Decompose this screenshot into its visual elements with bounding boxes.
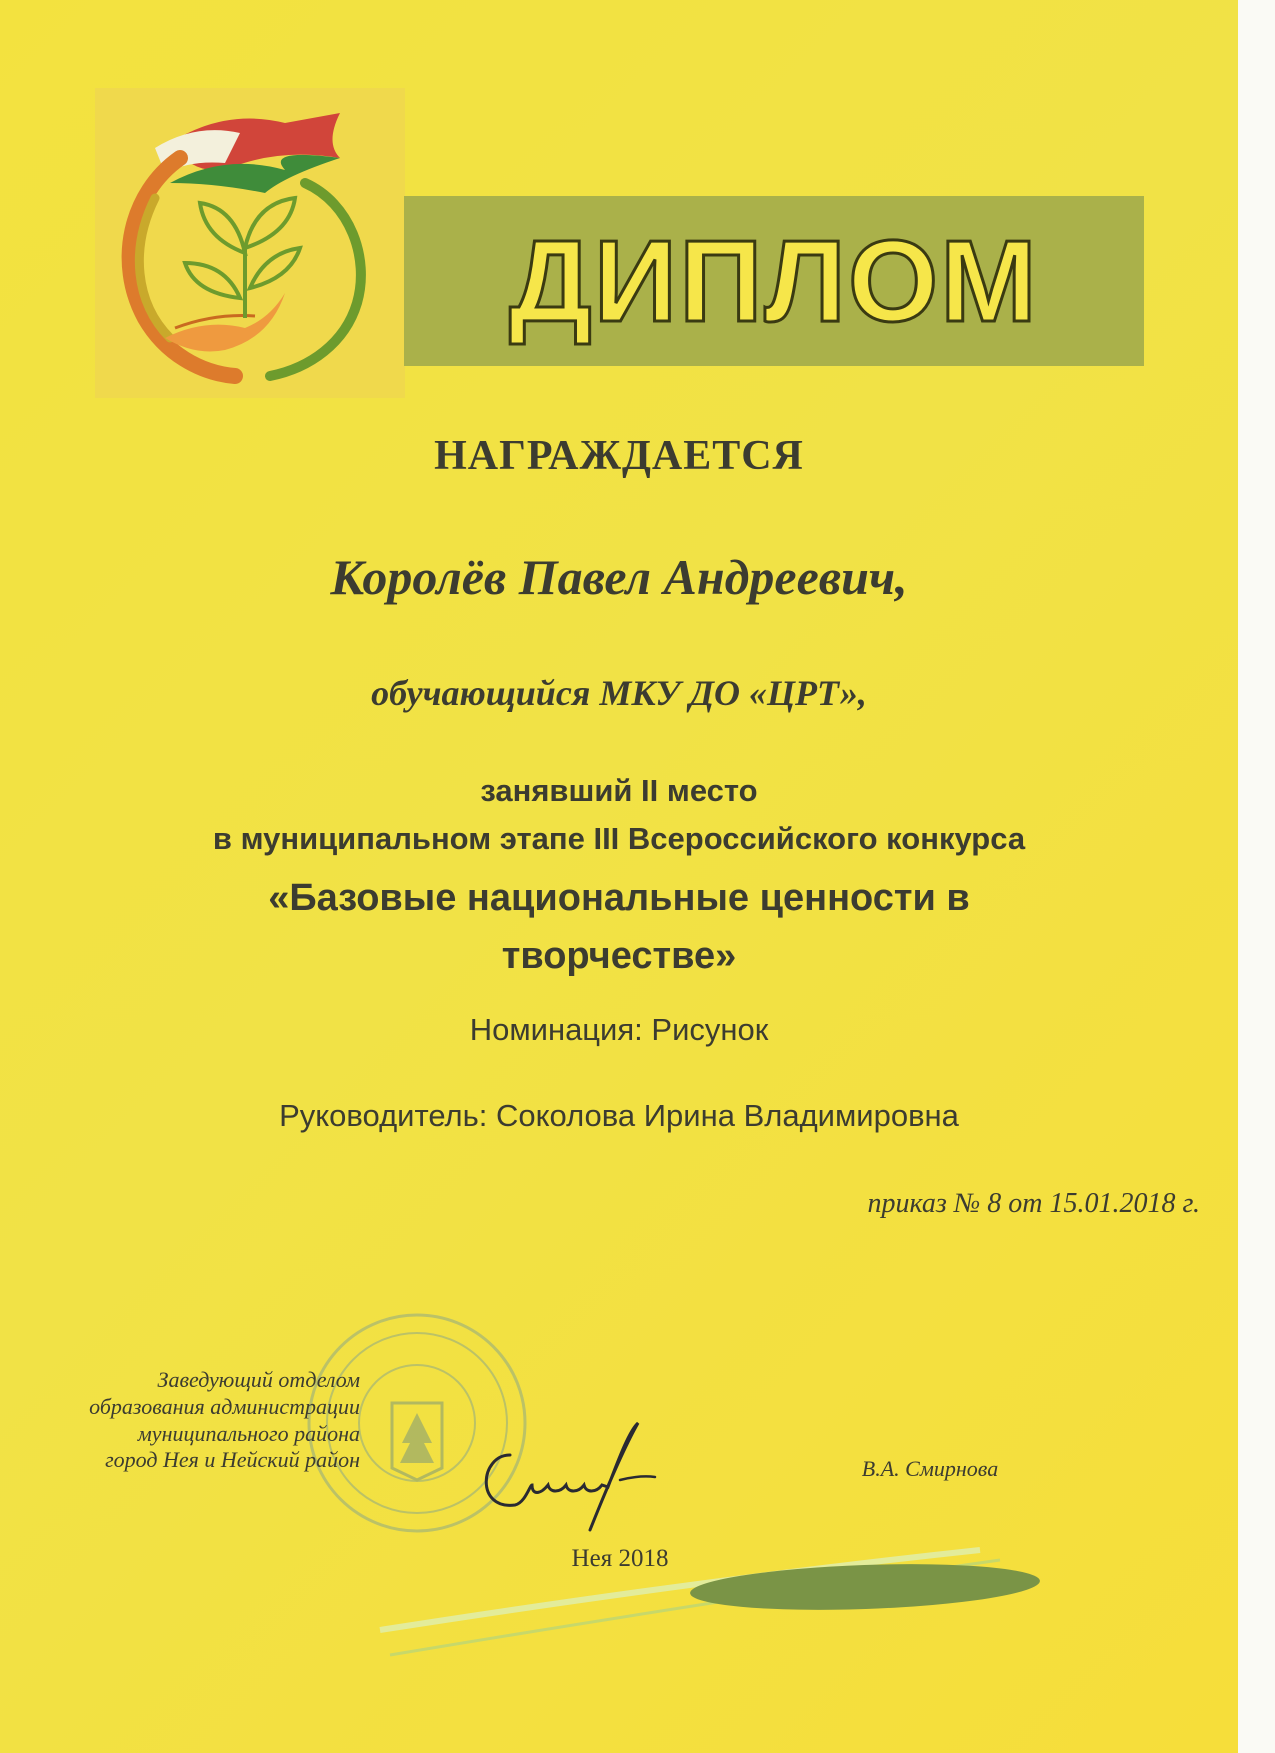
- awarded-heading: НАГРАЖДАЕТСЯ: [434, 433, 804, 479]
- position-line: город Нея и Нейский район: [105, 1447, 360, 1473]
- handwritten-signature-icon: [470, 1415, 670, 1535]
- leader-line: Руководитель: Соколова Ирина Владимировна: [279, 1098, 959, 1133]
- position-line: муниципального района: [137, 1420, 360, 1446]
- contest-title-line2: творчестве»: [501, 935, 737, 977]
- nomination-line: Номинация: Рисунок: [469, 1012, 769, 1047]
- recipient-name: Королёв Павел Андреевич,: [330, 549, 908, 605]
- signatory-position: [40, 1367, 360, 1474]
- diploma-title: ДИПЛОМ: [509, 216, 1039, 346]
- stage-line: в муниципальном этапе III Всероссийского конкурса: [212, 821, 1026, 856]
- position-line: Заведующий отделом: [157, 1367, 360, 1392]
- scan-margin: [1238, 0, 1275, 1753]
- position-line: образования администрации: [89, 1393, 360, 1419]
- leaf-hands-logo-icon: [95, 88, 405, 398]
- place-line: занявший II место: [480, 773, 758, 808]
- student-of: обучающийся МКУ ДО «ЦРТ»,: [371, 673, 867, 713]
- title-bar: [404, 196, 1144, 366]
- signer-name: В.А. Смирнова: [861, 1456, 999, 1481]
- order-reference: приказ № 8 от 15.01.2018 г.: [867, 1188, 1200, 1219]
- contest-title-line1: «Базовые национальные ценности в: [268, 877, 970, 919]
- place-year: Нея 2018: [571, 1545, 669, 1572]
